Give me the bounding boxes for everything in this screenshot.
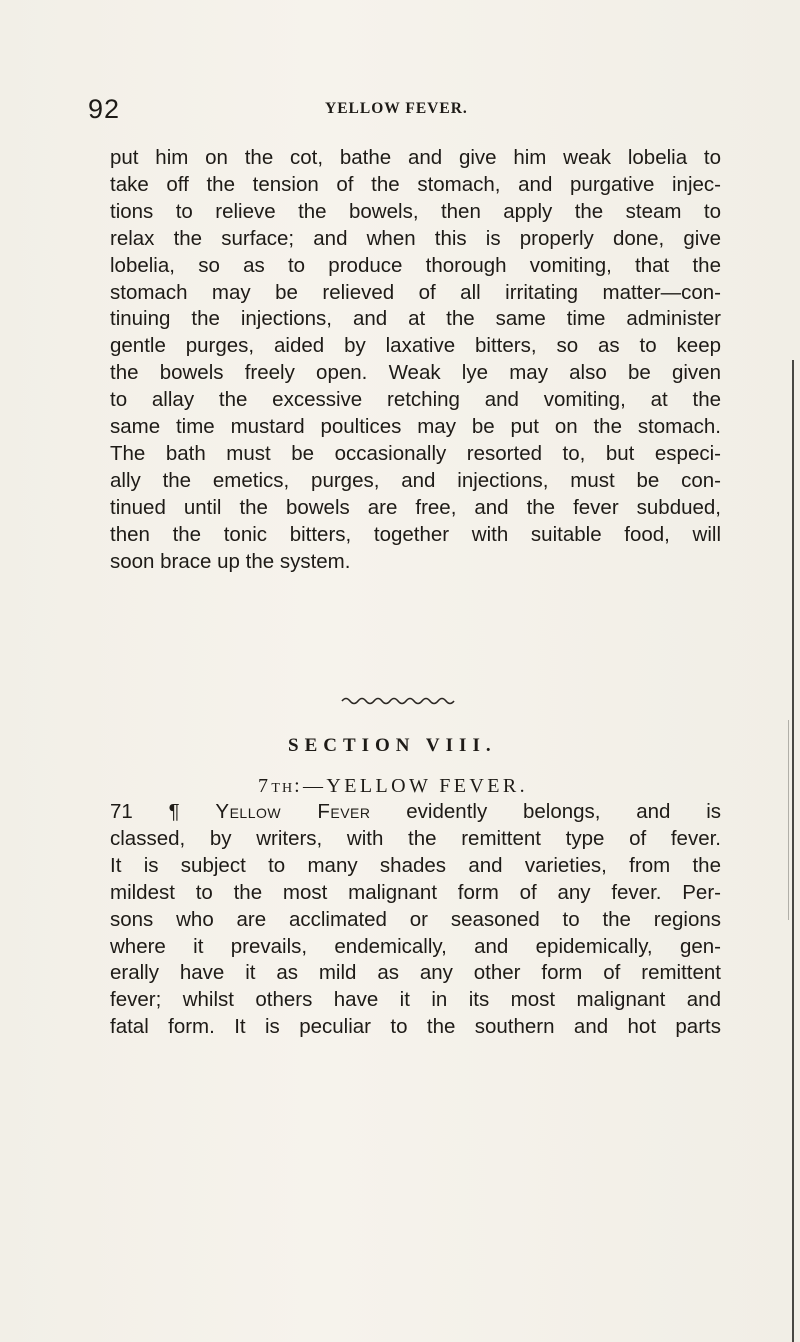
page-edge-shadow — [792, 360, 794, 1342]
text-line: same time mustard poultices may be put on the stomach. — [110, 415, 721, 439]
text-line: classed, by writers, with the remittent type of fever. — [110, 826, 721, 850]
paragraph-section-71 — [110, 799, 721, 1041]
section-subtitle-ordinal: TH — [271, 781, 295, 796]
text-line: where it prevails, endemically, and epidemically, gen- — [110, 934, 721, 958]
text-line-first — [110, 799, 721, 826]
text-line: take off the tension of the stomach, and purgative injec- — [110, 172, 721, 196]
section-subtitle-number: 7 — [258, 775, 272, 797]
text-line: tinuing the injections, and at the same time administer — [110, 307, 721, 331]
text-line: put him on the cot, bathe and give him weak lobelia to — [110, 146, 721, 169]
text-line: It is subject to many shades and varieties, from the — [110, 853, 721, 877]
section-subtitle-text: :—YELLOW FEVER. — [294, 775, 529, 797]
page-number: 92 — [88, 94, 121, 124]
text-line: erally have it as mild as any other form of remittent — [110, 961, 721, 985]
pilcrow-icon: ¶ — [168, 800, 180, 823]
section-title: SECTION VIII. — [288, 735, 497, 756]
paragraph-continued — [110, 145, 721, 576]
running-head — [88, 94, 728, 124]
text-line: relax the surface; and when this is properly done, give — [110, 226, 721, 250]
text-line: the bowels freely open. Weak lye may also be given — [110, 361, 721, 385]
text-line: fever; whilst others have it in its most malignant and — [110, 988, 721, 1012]
paragraph-number: 71 — [110, 800, 133, 823]
lead-small-caps: Yellow Fever — [215, 800, 371, 823]
text-line: stomach may be relieved of all irritating matter—con- — [110, 280, 721, 304]
running-title: YELLOW FEVER. — [325, 100, 468, 117]
wavy-rule-ornament — [340, 694, 456, 706]
text-line: fatal form. It is peculiar to the southern and hot parts — [110, 1015, 721, 1039]
text-line: The bath must be occasionally resorted to, but especi- — [110, 441, 721, 465]
text-line: tinued until the bowels are free, and the fever subdued, — [110, 495, 721, 519]
text-line: to allay the excessive retching and vomiting, at the — [110, 388, 721, 412]
text-line: tions to relieve the bowels, then apply the steam to — [110, 199, 721, 223]
text-line: gentle purges, aided by laxative bitters, so as to keep — [110, 334, 721, 358]
page-edge-shadow-inner — [788, 720, 789, 920]
text-line: then the tonic bitters, together with suitable food, will — [110, 522, 721, 546]
text-line: sons who are acclimated or seasoned to the regions — [110, 907, 721, 931]
first-line-rest: evidently belongs, and is — [406, 800, 722, 823]
text-line: lobelia, so as to produce thorough vomiting, that the — [110, 253, 721, 277]
text-line: ally the emetics, purges, and injections, must be con- — [110, 468, 721, 492]
section-subtitle — [258, 775, 528, 798]
text-line: soon brace up the system. — [110, 549, 351, 573]
text-line: mildest to the most malignant form of any fever. Per- — [110, 880, 721, 904]
